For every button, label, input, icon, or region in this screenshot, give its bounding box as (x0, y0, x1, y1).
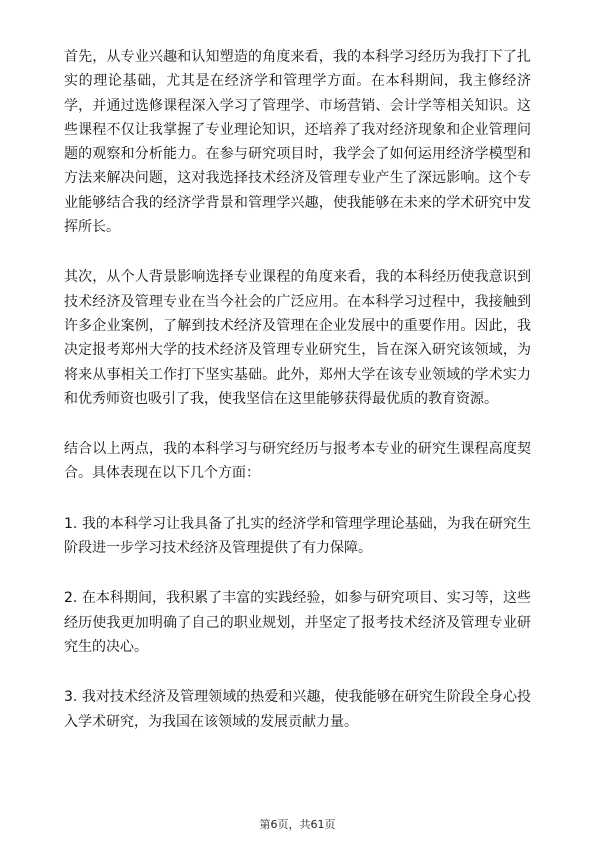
paragraph-background-influence: 其次，从个人背景影响选择专业课程的角度来看，我的本科经历使我意识到技术经济及管理专业在当今社会的广泛应用。在本科学习过程中，我接触到许多企业案例，了解到技术经济及管理在企业发展中的重要作用。因此，我决定报考郑州大学的技术经济及管理专业研究生，旨在深入研究该领域，为将来从事相关工作打下坚实基础。此外，郑州大学在该专业领域的学术实力和优秀师资也吸引了我，使我坚信在这里能够获得最优质的教育资源。 (64, 269, 531, 407)
list-item-point-1: 1. 我的本科学习让我具备了扎实的经济学和管理学理论基础，为我在研究生阶段进一步学习技术经济及管理提供了有力保障。 (64, 515, 531, 557)
list-item-point-3: 3. 我对技术经济及管理领域的热爱和兴趣，使我能够在研究生阶段全身心投入学术研究，为我国在该领域的发展贡献力量。 (64, 689, 531, 730)
paragraph-summary-intro: 结合以上两点，我的本科学习与研究经历与报考本专业的研究生课程高度契合。具体表现在以下几个方面： (64, 441, 531, 482)
paragraph-major-interest: 首先，从专业兴趣和认知塑造的角度来看，我的本科学习经历为我打下了扎实的理论基础，尤其是在经济学和管理学方面。在本科期间，我主修经济学，并通过选修课程深入学习了管理学、市场营销、会计学等相关知识。这些课程不仅让我掌握了专业理论知识，还培养了我对经济现象和企业管理问题的观察和分析能力。在参与研究项目时，我学会了如何运用经济学模型和方法来解决问题，这对我选择技术经济及管理专业产生了深远影响。这个专业能够结合我的经济学背景和管理学兴趣，使我能够在未来的学术研究中发挥所长。 (64, 49, 531, 236)
page-number: 第6页，共61页 (259, 818, 336, 831)
list-item-point-2: 2. 在本科期间，我积累了丰富的实践经验，如参与研究项目、实习等，这些经历使我更加明确了自己的职业规划，并坚定了报考技术经济及管理专业研究生的决心。 (64, 590, 531, 655)
document-body (64, 45, 531, 734)
